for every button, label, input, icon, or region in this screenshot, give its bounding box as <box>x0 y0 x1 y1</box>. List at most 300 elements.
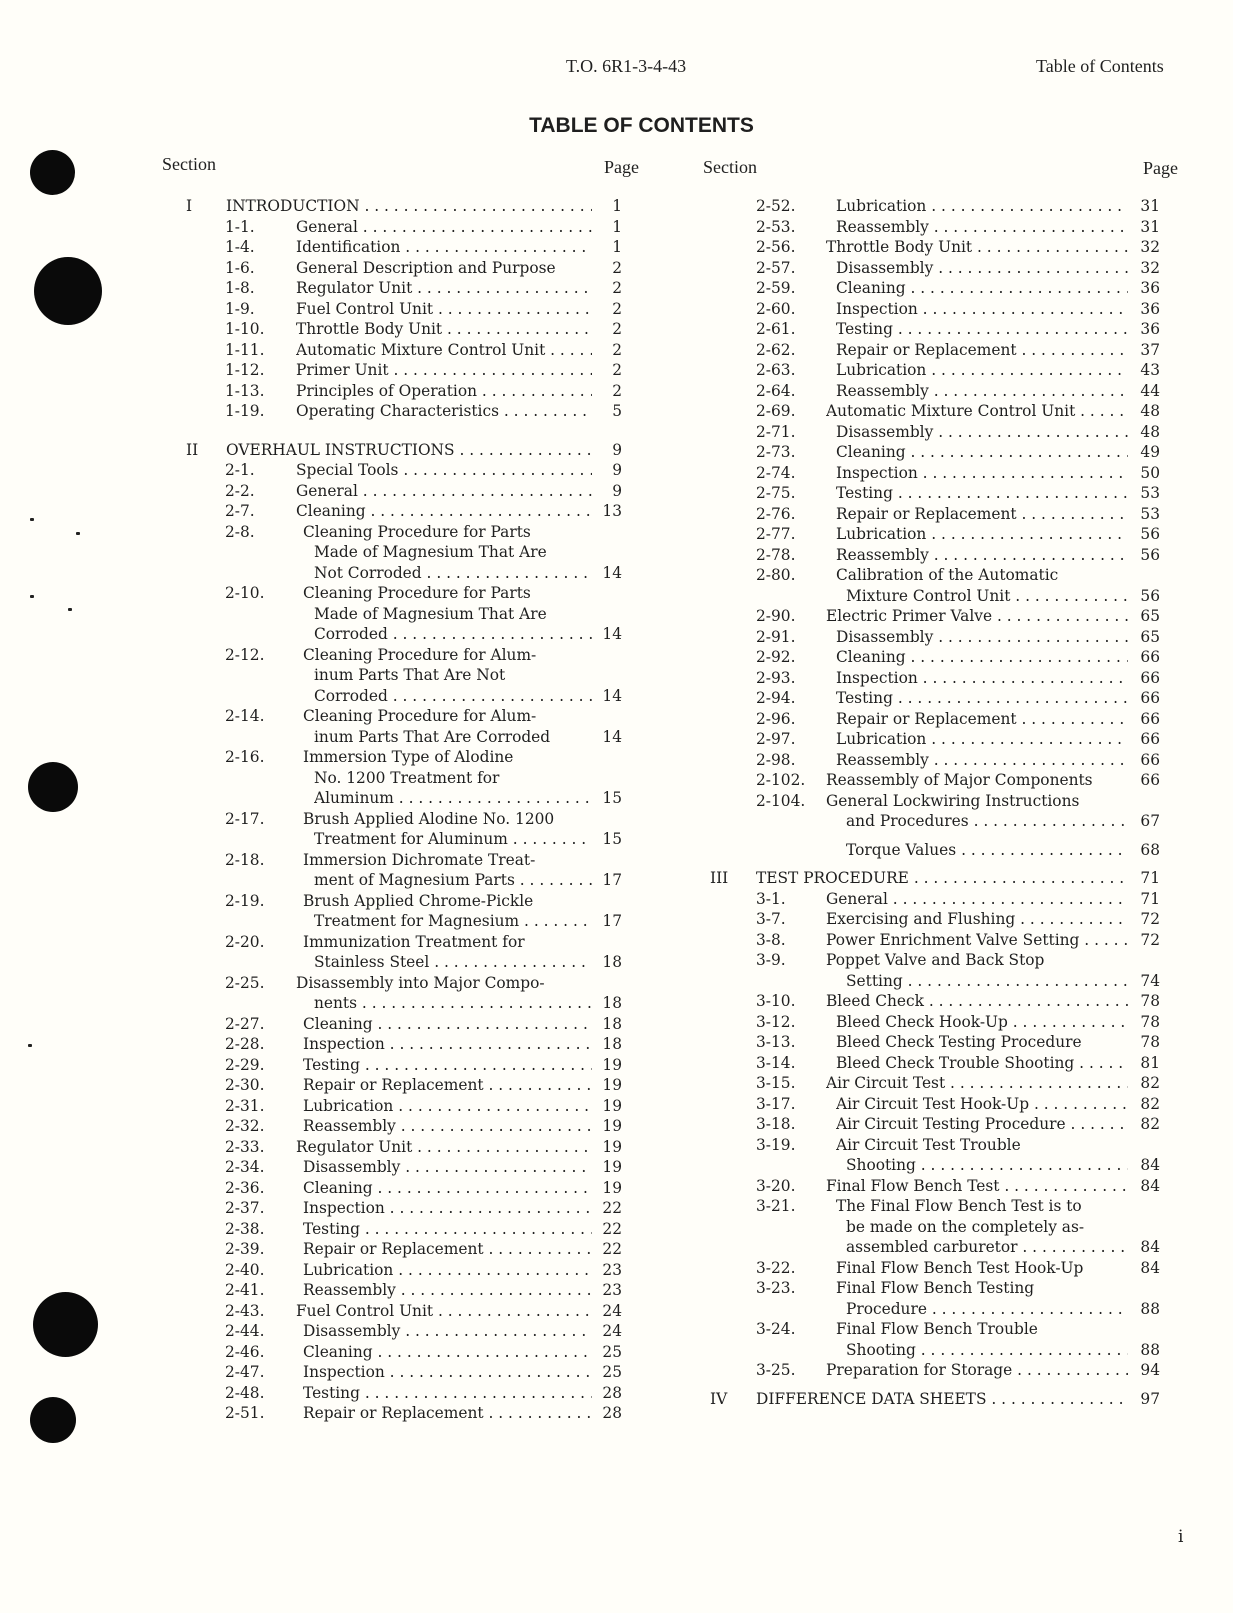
entry-title-text: Identification <box>296 238 401 256</box>
page-reference: 15 <box>602 789 622 807</box>
entry-title <box>836 627 1128 648</box>
entry-title-text: Inspection <box>303 1035 385 1053</box>
paragraph-number: 2-96. <box>756 709 796 728</box>
scan-speck <box>30 518 34 521</box>
entry-title <box>303 1178 592 1199</box>
entry-title <box>314 829 592 850</box>
entry-title-text: Made of Magnesium That Are <box>314 604 547 623</box>
page-reference: 14 <box>602 686 622 705</box>
entry-title <box>314 624 592 645</box>
paragraph-number: 3-14. <box>756 1053 796 1072</box>
page-reference: 18 <box>602 1014 622 1033</box>
page-reference: 19 <box>602 1096 622 1115</box>
entry-title-text: Reassembly <box>836 545 929 564</box>
paragraph-number: 2-92. <box>756 648 796 666</box>
paragraph-number: 2-29. <box>225 1055 265 1074</box>
page-reference: 22 <box>602 1240 622 1258</box>
entry-title-text: DIFFERENCE DATA SHEETS <box>756 1389 987 1408</box>
paragraph-number: 3-8. <box>756 930 786 949</box>
entry-title <box>296 1137 592 1158</box>
entry-title <box>296 217 592 238</box>
entry-title <box>836 1196 1128 1217</box>
page-reference: 13 <box>602 502 622 520</box>
paragraph-number: 2-39. <box>225 1240 265 1258</box>
right-page-header: Page <box>1143 158 1178 178</box>
entry-title <box>296 319 592 340</box>
page-reference: 67 <box>1140 812 1160 830</box>
entry-title-text: Air Circuit Test <box>826 1074 946 1092</box>
page-reference: 88 <box>1140 1340 1160 1359</box>
entry-title <box>846 1299 1128 1320</box>
page-reference: 32 <box>1140 258 1160 277</box>
entry-title-text: Shooting <box>846 1340 916 1359</box>
entry-title <box>836 1094 1128 1115</box>
entry-title <box>826 950 1128 971</box>
page-reference: 97 <box>1140 1389 1160 1408</box>
entry-title-text: Repair or Replacement <box>303 1076 484 1094</box>
entry-title <box>296 258 592 279</box>
entry-title <box>314 542 592 563</box>
paragraph-number: 2-28. <box>225 1035 265 1053</box>
paragraph-number: 2-102. <box>756 771 806 789</box>
paragraph-number: 2-32. <box>225 1117 265 1135</box>
paragraph-number: 2-71. <box>756 422 796 441</box>
entry-title-text: Repair or Replacement <box>836 340 1017 359</box>
page-reference: 84 <box>1140 1258 1160 1277</box>
paragraph-number: 2-78. <box>756 545 796 564</box>
entry-title <box>846 1340 1128 1361</box>
entry-title-text: Cleaning <box>836 443 906 461</box>
paragraph-number: 2-57. <box>756 258 796 277</box>
entry-title <box>846 1155 1128 1176</box>
paragraph-number: 2-52. <box>756 197 796 215</box>
entry-title <box>836 381 1128 402</box>
entry-title-text: Aluminum <box>314 789 394 807</box>
entry-title <box>826 930 1128 951</box>
entry-title-text: General Description and Purpose <box>296 258 556 277</box>
page-reference: 66 <box>1140 709 1160 728</box>
entry-title <box>836 1032 1128 1053</box>
entry-title-text: Preparation for Storage <box>826 1361 1013 1379</box>
entry-title-text: Exercising and Flushing <box>826 910 1016 928</box>
paragraph-number: 2-94. <box>756 689 796 707</box>
paragraph-number: 3-1. <box>756 889 786 908</box>
entry-title <box>756 1389 1128 1410</box>
page-reference: 36 <box>1140 320 1160 338</box>
paragraph-number: 2-76. <box>756 504 796 523</box>
entry-title <box>296 460 592 481</box>
entry-title <box>296 360 592 381</box>
document-number: T.O. 6R1-3-4-43 <box>566 56 687 76</box>
page-reference: 14 <box>602 727 622 746</box>
entry-title <box>296 278 592 299</box>
page-reference: 49 <box>1140 443 1160 461</box>
paragraph-number: 2-31. <box>225 1096 265 1115</box>
entry-title <box>836 668 1128 689</box>
entry-title-text: Lubrication <box>303 1096 394 1115</box>
entry-title-text: ment of Magnesium Parts <box>314 871 515 889</box>
entry-title <box>836 483 1128 504</box>
entry-title-text: Inspection <box>836 668 918 687</box>
paragraph-number: 2-80. <box>756 566 796 584</box>
entry-title-text: and Procedures <box>846 812 969 830</box>
paragraph-number: 3-21. <box>756 1197 796 1215</box>
page-reference: 22 <box>602 1219 622 1238</box>
entry-title-text: Cleaning <box>296 502 366 520</box>
entry-title <box>836 565 1128 586</box>
entry-title <box>836 729 1128 750</box>
entry-title-text: Bleed Check Testing Procedure <box>836 1033 1082 1051</box>
entry-title <box>303 1280 592 1301</box>
paragraph-number: 2-33. <box>225 1137 265 1156</box>
entry-title-text: Bleed Check <box>826 992 924 1010</box>
entry-title <box>303 932 592 953</box>
page-reference: 25 <box>602 1363 622 1381</box>
entry-title-text: Inspection <box>836 299 918 318</box>
entry-title-text: General <box>826 889 888 908</box>
entry-title <box>296 481 592 502</box>
page-reference: 65 <box>1140 607 1160 625</box>
page-reference: 9 <box>612 481 622 500</box>
entry-title-text: Repair or Replacement <box>836 709 1017 728</box>
entry-title <box>303 1321 592 1342</box>
entry-title-text: Not Corroded <box>314 563 422 582</box>
entry-title-text: Throttle Body Unit <box>826 238 973 256</box>
entry-title-text: Corroded <box>314 625 388 643</box>
entry-title <box>826 401 1128 422</box>
entry-title-text: Repair or Replacement <box>303 1240 484 1258</box>
entry-title-text: Treatment for Aluminum <box>314 830 508 848</box>
entry-title-text: Fuel Control Unit <box>296 1301 434 1320</box>
entry-title <box>846 811 1128 832</box>
entry-title-text: Cleaning Procedure for Parts <box>303 522 531 541</box>
entry-title-text: Special Tools <box>296 461 399 479</box>
entry-title-text: Testing <box>303 1383 360 1402</box>
page-reference: 66 <box>1140 730 1160 748</box>
page-reference: 15 <box>602 830 622 848</box>
entry-title <box>846 1217 1128 1238</box>
page-reference: 78 <box>1140 1033 1160 1051</box>
entry-title-text: Treatment for Magnesium <box>314 912 520 930</box>
entry-title <box>836 217 1128 238</box>
page-title: TABLE OF CONTENTS <box>529 114 754 137</box>
page-reference: 19 <box>602 1117 622 1135</box>
paragraph-number: 2-10. <box>225 584 265 602</box>
entry-title-text: Cleaning <box>836 648 906 666</box>
entry-title <box>836 299 1128 320</box>
page-reference: 18 <box>602 1035 622 1053</box>
paragraph-number: 3-7. <box>756 910 786 928</box>
paragraph-number: 2-44. <box>225 1322 265 1340</box>
page-reference: 44 <box>1140 381 1160 400</box>
page-reference: 5 <box>612 402 622 420</box>
entry-title-text: Disassembly <box>836 627 934 646</box>
paragraph-number: 2-63. <box>756 361 796 379</box>
entry-title-text: No. 1200 Treatment for <box>314 768 500 787</box>
page-reference: 28 <box>602 1404 622 1422</box>
entry-title-text: Testing <box>836 320 893 338</box>
entry-title-text: Made of Magnesium That Are <box>314 543 547 561</box>
page-reference: 19 <box>602 1055 622 1074</box>
page-reference: 68 <box>1140 840 1160 859</box>
paragraph-number: 2-38. <box>225 1219 265 1238</box>
binder-hole-4 <box>33 1292 98 1357</box>
entry-title <box>296 299 592 320</box>
paragraph-number: 2-56. <box>756 238 796 256</box>
entry-title-text: Stainless Steel <box>314 953 430 971</box>
entry-title-text: Calibration of the Automatic <box>836 566 1059 584</box>
entry-title <box>303 1014 592 1035</box>
paragraph-number: 3-9. <box>756 951 786 969</box>
entry-title-text: OVERHAUL INSTRUCTIONS <box>226 440 455 459</box>
page-reference: 22 <box>602 1199 622 1217</box>
entry-title <box>826 909 1128 930</box>
page-reference: 37 <box>1140 340 1160 359</box>
entry-title-text: Cleaning <box>836 279 906 297</box>
entry-title <box>836 545 1128 566</box>
paragraph-number: 2-61. <box>756 320 796 338</box>
page-reference: 82 <box>1140 1094 1160 1113</box>
entry-title <box>836 1278 1128 1299</box>
paragraph-number: 2-75. <box>756 484 796 502</box>
entry-title-text: Setting <box>846 971 903 990</box>
page-reference: 48 <box>1140 422 1160 441</box>
page-reference: 66 <box>1140 668 1160 687</box>
entry-title <box>836 647 1128 668</box>
paragraph-number: 2-53. <box>756 217 796 236</box>
entry-title-text: assembled carburetor <box>846 1238 1018 1256</box>
page-reference: 24 <box>602 1322 622 1340</box>
section-roman-numeral: I <box>186 197 193 215</box>
entry-title-text: Testing <box>836 689 893 707</box>
entry-title <box>226 440 592 461</box>
entry-title <box>314 870 592 891</box>
entry-title-text: Disassembly into Major Compo- <box>296 973 545 992</box>
page-reference: 17 <box>602 871 622 889</box>
entry-title-text: Cleaning <box>303 1014 373 1033</box>
page-reference: 17 <box>602 912 622 930</box>
page-reference: 2 <box>612 279 622 297</box>
page-reference: 2 <box>612 361 622 379</box>
section-roman-numeral: IV <box>710 1389 728 1408</box>
entry-title <box>303 706 592 727</box>
entry-title-text: Final Flow Bench Test Hook-Up <box>836 1258 1084 1277</box>
entry-title-text: Disassembly <box>303 1158 401 1176</box>
entry-title <box>826 1073 1128 1094</box>
paragraph-number: 2-18. <box>225 850 265 869</box>
page-reference: 9 <box>612 461 622 479</box>
entry-title-text: Disassembly <box>836 258 934 277</box>
page-reference: 31 <box>1140 217 1160 236</box>
entry-title-text: Air Circuit Test Trouble <box>836 1135 1021 1154</box>
page-reference: 1 <box>612 197 622 215</box>
entry-title <box>836 422 1128 443</box>
paragraph-number: 2-25. <box>225 973 265 992</box>
paragraph-number: 2-69. <box>756 402 796 420</box>
entry-title <box>303 1342 592 1363</box>
page-reference: 84 <box>1140 1238 1160 1256</box>
entry-title <box>296 401 592 422</box>
entry-title-text: Procedure <box>846 1299 927 1318</box>
page-reference: 2 <box>612 320 622 338</box>
entry-title-text: Reassembly <box>836 750 929 769</box>
entry-title-text: Shooting <box>846 1156 916 1174</box>
entry-title-text: Lubrication <box>836 361 927 379</box>
page-reference: 36 <box>1140 299 1160 318</box>
entry-title-text: Principles of Operation <box>296 381 478 400</box>
paragraph-number: 2-1. <box>225 461 255 479</box>
paragraph-number: 3-23. <box>756 1279 796 1297</box>
entry-title-text: Torque Values <box>846 840 957 859</box>
entry-title <box>836 463 1128 484</box>
paragraph-number: 2-90. <box>756 607 796 625</box>
paragraph-number: 3-17. <box>756 1094 796 1113</box>
paragraph-number: 3-12. <box>756 1012 796 1031</box>
entry-title-text: Air Circuit Test Hook-Up <box>836 1094 1030 1113</box>
entry-title <box>314 563 592 584</box>
paragraph-number: 1-11. <box>225 340 265 359</box>
entry-title-text: Reassembly <box>303 1117 396 1135</box>
entry-title <box>314 911 592 932</box>
entry-title <box>296 381 592 402</box>
paragraph-number: 1-6. <box>225 258 255 277</box>
entry-title-text: Regulator Unit <box>296 1137 413 1156</box>
page-reference: 48 <box>1140 402 1160 420</box>
entry-title-text: Cleaning Procedure for Alum- <box>303 707 537 725</box>
page-number: i <box>1178 1527 1184 1547</box>
entry-title-text: Reassembly <box>303 1281 396 1299</box>
entry-title-text: Automatic Mixture Control Unit <box>826 402 1076 420</box>
paragraph-number: 3-25. <box>756 1361 796 1379</box>
page-reference: 56 <box>1140 545 1160 564</box>
page-reference: 65 <box>1140 627 1160 646</box>
entry-title <box>303 1034 592 1055</box>
entry-title <box>836 442 1128 463</box>
entry-title-text: Inspection <box>303 1199 385 1217</box>
paragraph-number: 2-43. <box>225 1301 265 1320</box>
page-reference: 66 <box>1140 689 1160 707</box>
paragraph-number: 1-1. <box>225 217 255 236</box>
entry-title <box>836 319 1128 340</box>
entry-title <box>303 1403 592 1424</box>
entry-title <box>303 747 592 768</box>
page-reference: 71 <box>1140 869 1160 887</box>
entry-title <box>836 1319 1128 1340</box>
page-reference: 18 <box>602 994 622 1012</box>
entry-title-text: General Lockwiring Instructions <box>826 791 1080 810</box>
paragraph-number: 2-51. <box>225 1404 265 1422</box>
page-reference: 18 <box>602 953 622 971</box>
page-reference: 82 <box>1140 1074 1160 1092</box>
entry-title-text: General <box>296 481 358 500</box>
entry-title-text: Brush Applied Alodine No. 1200 <box>303 809 555 828</box>
page-reference: 56 <box>1140 525 1160 543</box>
paragraph-number: 2-41. <box>225 1281 265 1299</box>
entry-title <box>303 1116 592 1137</box>
page-reference: 14 <box>602 625 622 643</box>
entry-title-text: Bleed Check Trouble Shooting <box>836 1053 1075 1072</box>
entry-title-text: Mixture Control Unit <box>846 586 1011 605</box>
entry-title-text: Operating Characteristics <box>296 402 499 420</box>
entry-title-text: Electric Primer Valve <box>826 607 993 625</box>
paragraph-number: 3-22. <box>756 1258 796 1277</box>
entry-title <box>314 604 592 625</box>
paragraph-number: 2-48. <box>225 1383 265 1402</box>
entry-title <box>303 1198 592 1219</box>
page-reference: 19 <box>602 1076 622 1094</box>
entry-title <box>303 1219 592 1240</box>
page-reference: 66 <box>1140 771 1160 789</box>
paragraph-number: 2-14. <box>225 707 265 725</box>
page-reference: 53 <box>1140 504 1160 523</box>
entry-title <box>314 665 592 686</box>
page-reference: 2 <box>612 340 622 359</box>
paragraph-number: 2-64. <box>756 381 796 400</box>
entry-title-text: Reassembly <box>836 381 929 400</box>
entry-title <box>826 237 1128 258</box>
entry-title <box>303 1260 592 1281</box>
paragraph-number: 2-62. <box>756 340 796 359</box>
entry-title <box>314 686 592 707</box>
page-reference: 23 <box>602 1281 622 1299</box>
page-reference: 14 <box>602 563 622 582</box>
page-reference: 72 <box>1140 910 1160 928</box>
entry-title <box>826 1176 1128 1197</box>
paragraph-number: 2-17. <box>225 809 265 828</box>
entry-title-text: TEST PROCEDURE <box>756 869 909 887</box>
entry-title <box>303 583 592 604</box>
page-reference: 28 <box>602 1383 622 1402</box>
paragraph-number: 1-19. <box>225 402 265 420</box>
paragraph-number: 2-104. <box>756 791 806 810</box>
entry-title-text: inum Parts That Are Corroded <box>314 727 551 746</box>
entry-title-text: be made on the completely as- <box>846 1217 1085 1236</box>
paragraph-number: 2-36. <box>225 1178 265 1197</box>
entry-title-text: Regulator Unit <box>296 279 413 297</box>
page-reference: 31 <box>1140 197 1160 215</box>
page-reference: 36 <box>1140 279 1160 297</box>
paragraph-number: 2-40. <box>225 1260 265 1279</box>
entry-title <box>296 340 592 361</box>
paragraph-number: 2-30. <box>225 1076 265 1094</box>
entry-title <box>303 850 592 871</box>
page-reference: 82 <box>1140 1115 1160 1133</box>
entry-title-text: Immersion Type of Alodine <box>303 748 514 766</box>
page-reference: 88 <box>1140 1299 1160 1318</box>
paragraph-number: 2-98. <box>756 750 796 769</box>
entry-title <box>303 522 592 543</box>
entry-title <box>303 1075 592 1096</box>
paragraph-number: 3-20. <box>756 1176 796 1195</box>
entry-title <box>226 196 592 217</box>
entry-title <box>756 868 1128 889</box>
page-reference: 74 <box>1140 971 1160 990</box>
paragraph-number: 3-10. <box>756 992 796 1010</box>
entry-title <box>303 891 592 912</box>
page-reference: 94 <box>1140 1361 1160 1379</box>
entry-title-text: Throttle Body Unit <box>296 320 443 338</box>
paragraph-number: 1-4. <box>225 238 255 256</box>
paragraph-number: 3-15. <box>756 1074 796 1092</box>
binder-hole-5 <box>30 1397 76 1443</box>
paragraph-number: 3-13. <box>756 1033 796 1051</box>
entry-title-text: Poppet Valve and Back Stop <box>826 951 1045 969</box>
paragraph-number: 2-16. <box>225 748 265 766</box>
page-reference: 78 <box>1140 1012 1160 1031</box>
entry-title <box>296 973 592 994</box>
entry-title-text: Reassembly <box>836 217 929 236</box>
page-reference: 24 <box>602 1301 622 1320</box>
